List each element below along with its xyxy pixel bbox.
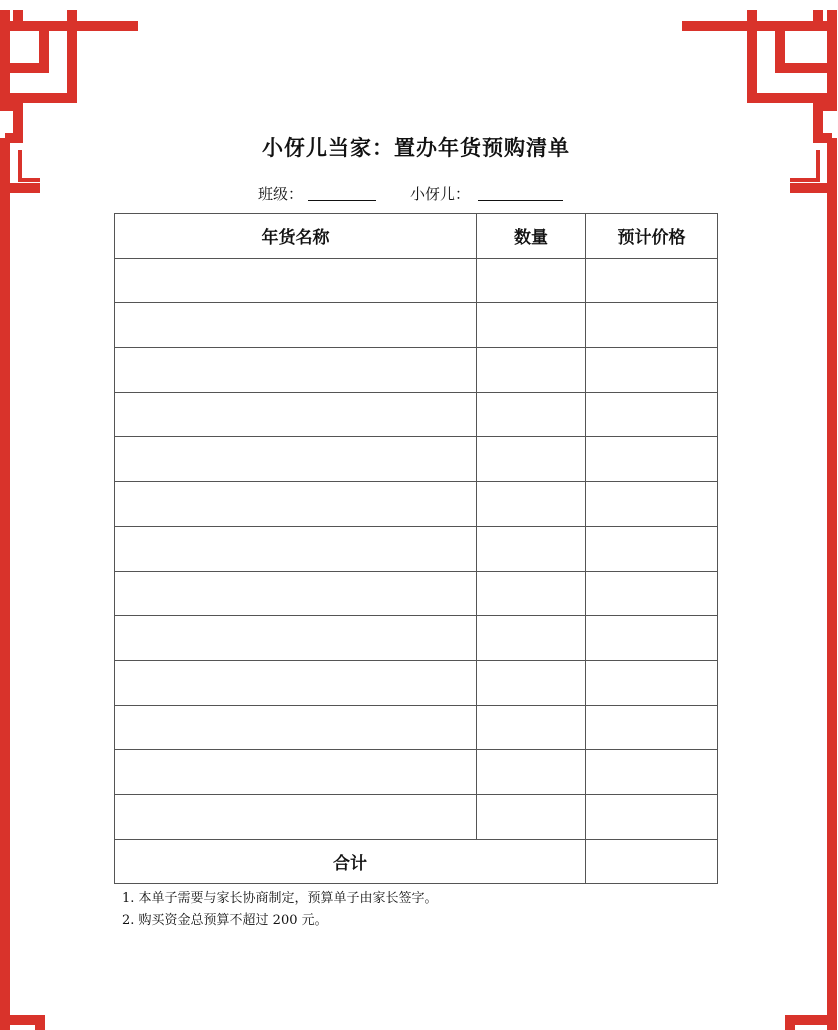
quantity-cell[interactable] [477, 258, 586, 303]
table-row [115, 705, 718, 750]
quantity-cell[interactable] [477, 750, 586, 795]
quantity-cell[interactable] [477, 526, 586, 571]
total-price-cell[interactable] [586, 839, 718, 884]
item-name-cell[interactable] [115, 750, 477, 795]
item-name-cell[interactable] [115, 660, 477, 705]
class-label: 班级： [258, 185, 304, 203]
price-cell[interactable] [586, 482, 718, 527]
item-name-cell[interactable] [115, 794, 477, 839]
quantity-cell[interactable] [477, 660, 586, 705]
price-cell[interactable] [586, 348, 718, 393]
price-cell[interactable] [586, 616, 718, 661]
total-label: 合计 [115, 839, 586, 884]
notes [122, 888, 438, 932]
info-line [0, 183, 838, 205]
table-row [115, 348, 718, 393]
child-label: 小伢儿： [410, 185, 471, 203]
table-header-row [115, 214, 718, 259]
item-name-cell[interactable] [115, 437, 477, 482]
item-name-cell[interactable] [115, 303, 477, 348]
price-cell[interactable] [586, 571, 718, 616]
table-row [115, 392, 718, 437]
item-name-cell[interactable] [115, 571, 477, 616]
item-name-cell[interactable] [115, 705, 477, 750]
price-cell[interactable] [586, 303, 718, 348]
price-cell[interactable] [586, 750, 718, 795]
table-row [115, 482, 718, 527]
item-name-cell[interactable] [115, 482, 477, 527]
item-name-cell[interactable] [115, 348, 477, 393]
note-item: 2. 购买资金总预算不超过 200 元。 [122, 913, 328, 928]
total-row [115, 839, 718, 884]
class-blank-field[interactable] [308, 200, 376, 201]
quantity-cell[interactable] [477, 348, 586, 393]
page-title: 小伢儿当家：置办年货预购清单 [262, 136, 570, 160]
price-cell[interactable] [586, 705, 718, 750]
item-name-cell[interactable] [115, 392, 477, 437]
shopping-list-table [114, 213, 718, 884]
item-name-cell[interactable] [115, 616, 477, 661]
col-header-name: 年货名称 [115, 214, 477, 259]
table-row [115, 750, 718, 795]
table-row [115, 258, 718, 303]
quantity-cell[interactable] [477, 705, 586, 750]
price-cell[interactable] [586, 660, 718, 705]
quantity-cell[interactable] [477, 616, 586, 661]
table-row [115, 303, 718, 348]
note-item: 1. 本单子需要与家长协商制定，预算单子由家长签字。 [122, 891, 438, 906]
table-row [115, 571, 718, 616]
price-cell[interactable] [586, 437, 718, 482]
quantity-cell[interactable] [477, 571, 586, 616]
price-cell[interactable] [586, 526, 718, 571]
price-cell[interactable] [586, 794, 718, 839]
child-blank-field[interactable] [478, 200, 563, 201]
price-cell[interactable] [586, 392, 718, 437]
table-row [115, 616, 718, 661]
price-cell[interactable] [586, 258, 718, 303]
quantity-cell[interactable] [477, 794, 586, 839]
table-row [115, 794, 718, 839]
item-name-cell[interactable] [115, 526, 477, 571]
quantity-cell[interactable] [477, 303, 586, 348]
table-row [115, 437, 718, 482]
quantity-cell[interactable] [477, 437, 586, 482]
table-row [115, 526, 718, 571]
quantity-cell[interactable] [477, 392, 586, 437]
col-header-quantity: 数量 [477, 214, 586, 259]
item-name-cell[interactable] [115, 258, 477, 303]
table-row [115, 660, 718, 705]
col-header-price: 预计价格 [586, 214, 718, 259]
quantity-cell[interactable] [477, 482, 586, 527]
